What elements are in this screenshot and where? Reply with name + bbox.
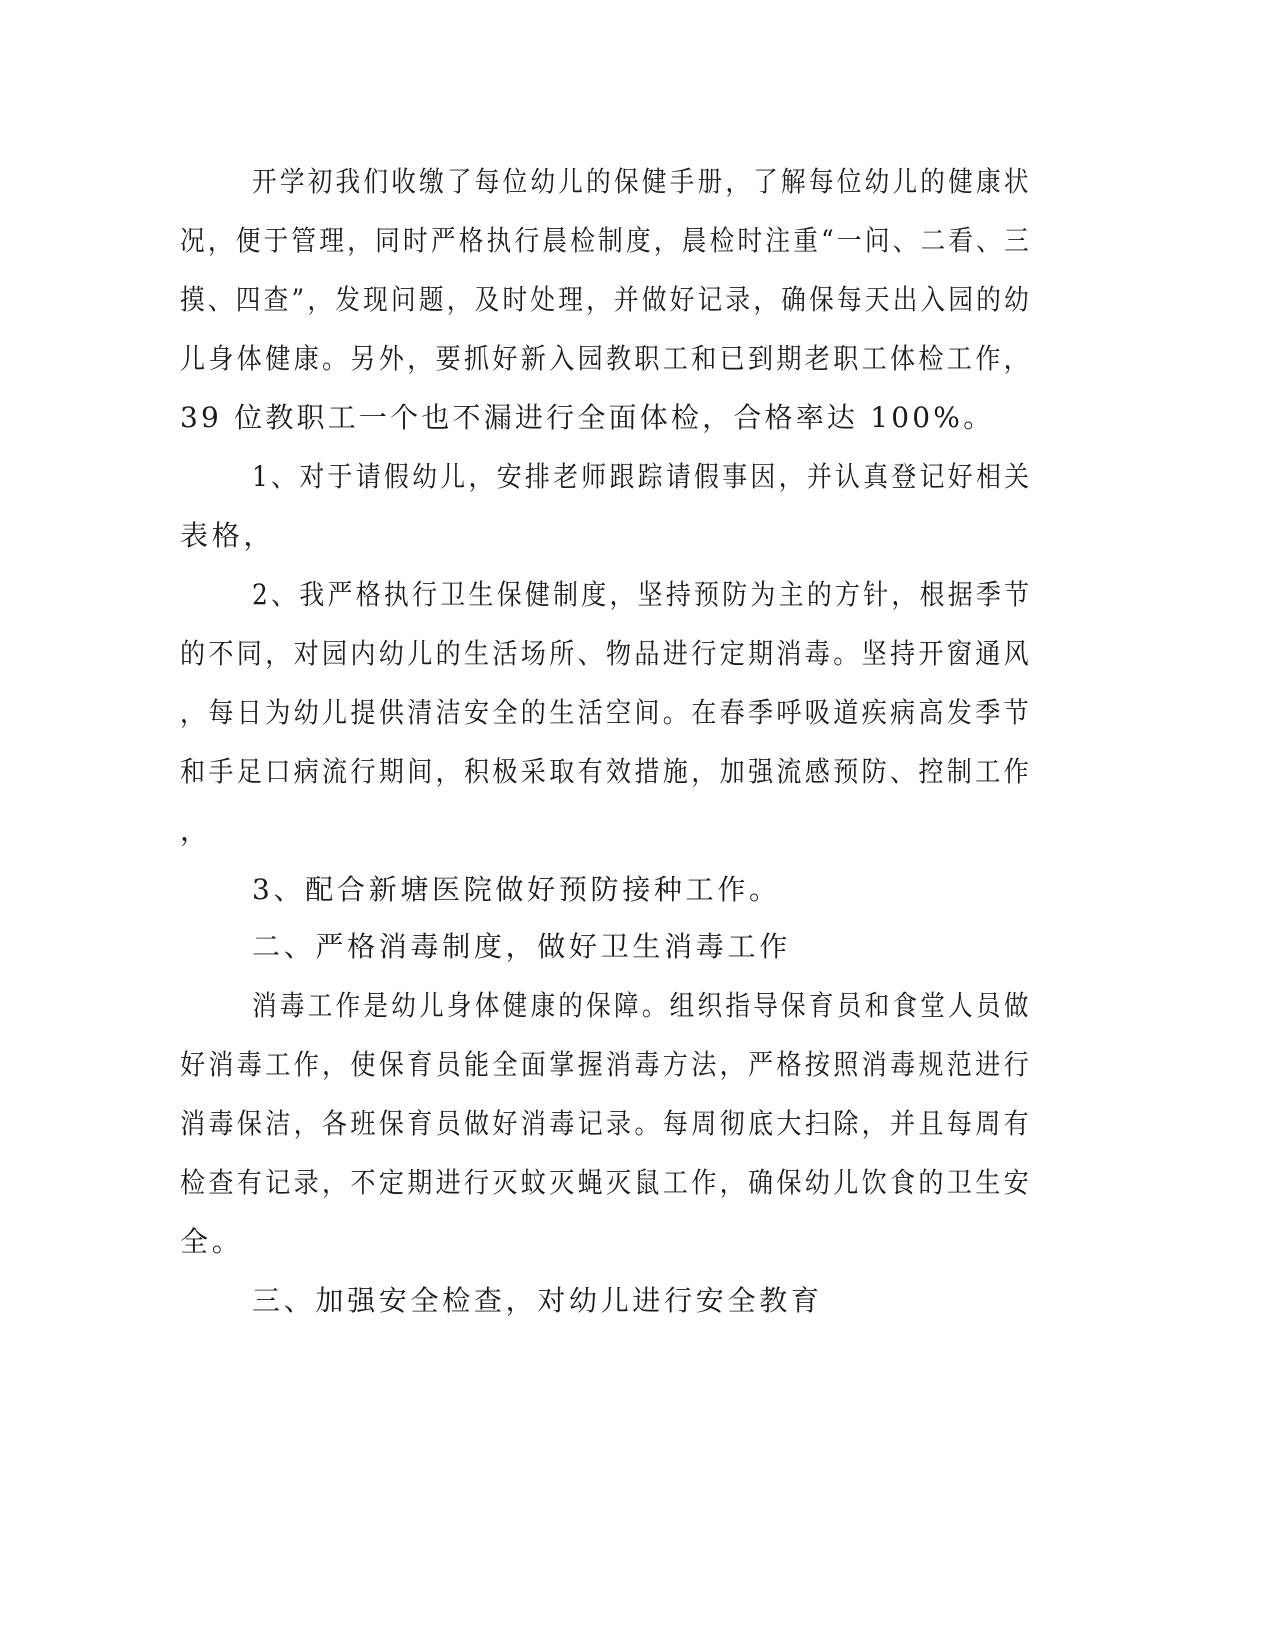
text-line: 1、对于请假幼儿，安排老师跟踪请假事因，并认真登记好相关 bbox=[252, 460, 1033, 493]
text-line: 检查有记录，不定期进行灭蚊灭蝇灭鼠工作，确保幼儿饮食的卫生安 bbox=[180, 1166, 1033, 1199]
text-line: 的不同，对园内幼儿的生活场所、物品进行定期消毒。坚持开窗通风 bbox=[180, 637, 1033, 670]
heading-line: 二、严格消毒制度，做好卫生消毒工作 bbox=[252, 930, 791, 963]
text-line: 消毒工作是幼儿身体健康的保障。组织指导保育员和食堂人员做 bbox=[252, 989, 1032, 1022]
text-line: ， bbox=[180, 814, 212, 847]
text-line: 全。 bbox=[180, 1225, 244, 1258]
text-line: 表格， bbox=[180, 519, 276, 552]
text-line: 摸、四查”，发现问题，及时处理，并做好记录，确保每天出入园的幼 bbox=[180, 283, 1033, 316]
text-line: 儿身体健康。另外，要抓好新入园教职工和已到期老职工体检工作， bbox=[180, 342, 1033, 375]
text-line: 和手足口病流行期间，积极采取有效措施，加强流感预防、控制工作 bbox=[180, 755, 1033, 788]
text-line: ，每日为幼儿提供清洁安全的生活空间。在春季呼吸道疾病高发季节 bbox=[180, 696, 1033, 729]
text-line: 消毒保洁，各班保育员做好消毒记录。每周彻底大扫除，并且每周有 bbox=[180, 1107, 1033, 1140]
text-line: 39 位教职工一个也不漏进行全面体检，合格率达 100%。 bbox=[180, 401, 995, 434]
heading-line: 三、加强安全检查，对幼儿进行安全教育 bbox=[252, 1284, 823, 1317]
text-line: 况，便于管理，同时严格执行晨检制度，晨检时注重“一问、二看、三 bbox=[180, 224, 1033, 257]
text-line: 3、配合新塘医院做好预防接种工作。 bbox=[252, 873, 781, 906]
text-line: 2、我严格执行卫生保健制度，坚持预防为主的方针，根据季节 bbox=[252, 578, 1033, 611]
text-line: 开学初我们收缴了每位幼儿的保健手册，了解每位幼儿的健康状 bbox=[252, 165, 1032, 198]
text-line: 好消毒工作，使保育员能全面掌握消毒方法，严格按照消毒规范进行 bbox=[180, 1048, 1033, 1081]
